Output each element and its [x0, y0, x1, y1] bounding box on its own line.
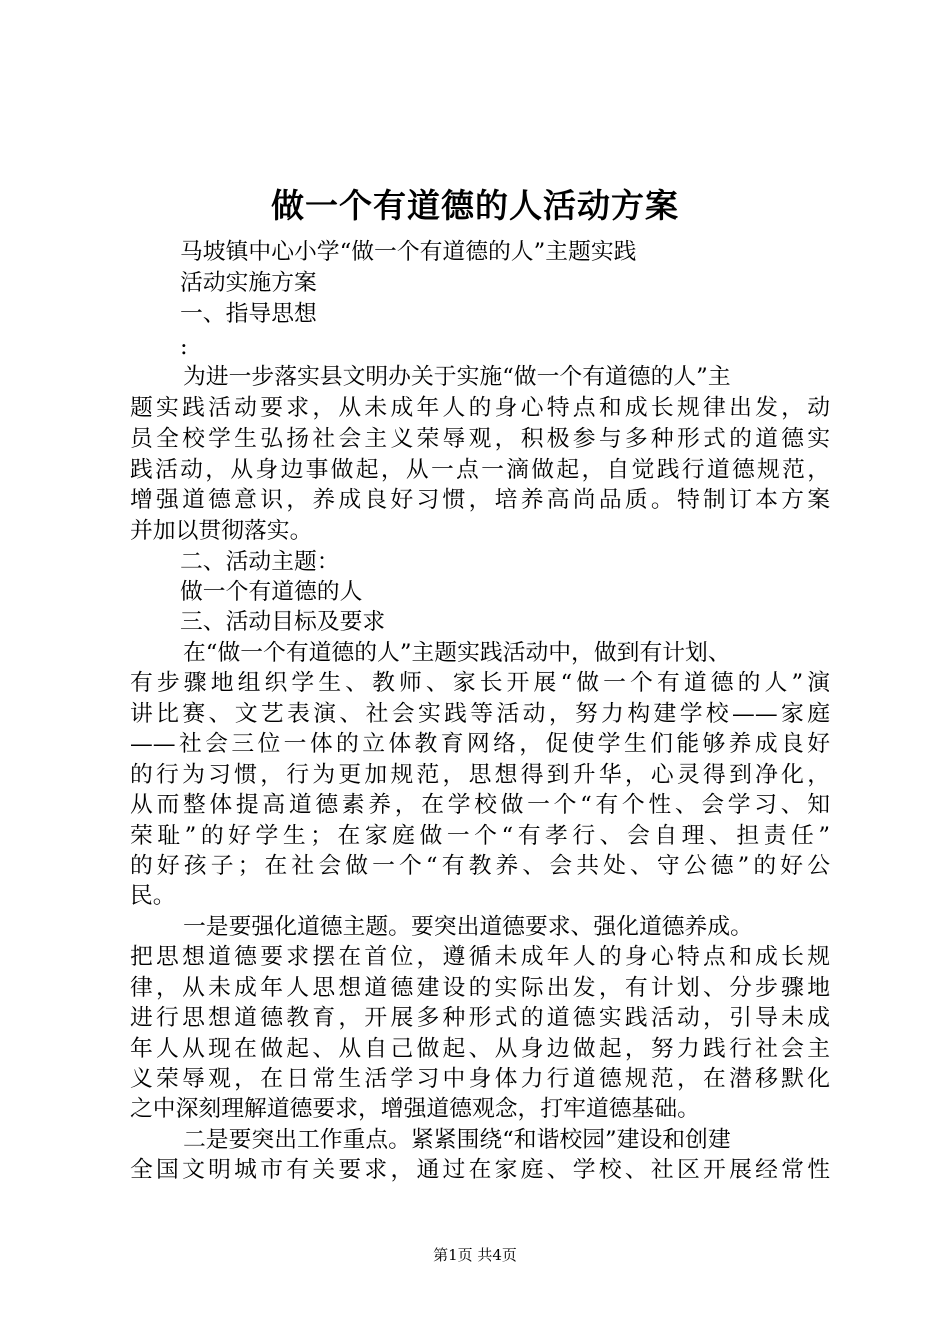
section-heading: 二、活动主题： [180, 549, 340, 575]
page-footer: 第1页 共4页 [433, 1246, 517, 1264]
paragraph-line: 年人从现在做起、从自己做起、从身边做起，努力践行社会主 [130, 1036, 830, 1062]
paragraph-line: 有步骤地组织学生、教师、家长开展“做一个有道德的人”演 [130, 670, 830, 696]
paragraph-line: 进行思想道德教育，开展多种形式的道德实践活动，引导未成 [130, 1005, 830, 1031]
paragraph-line: 把思想道德要求摆在首位，遵循未成年人的身心特点和成长规 [130, 944, 830, 970]
section-colon: : [180, 334, 188, 360]
paragraph-line: 为进一步落实县文明办关于实施“做一个有道德的人”主 [183, 364, 731, 390]
paragraph-line: 荣耻”的好学生；在家庭做一个“有孝行、会自理、担责任” [130, 823, 830, 849]
paragraph-line: 并加以贯彻落实。 [130, 518, 313, 544]
paragraph-line: 民。 [130, 883, 176, 909]
paragraph-line: 之中深刻理解道德要求，增强道德观念，打牢道德基础。 [130, 1096, 700, 1122]
paragraph-line: 从而整体提高道德素养，在学校做一个“有个性、会学习、知 [130, 792, 830, 818]
paragraph-line: 义荣辱观，在日常生活学习中身体力行道德规范，在潜移默化 [130, 1066, 830, 1092]
paragraph-line: ——社会三位一体的立体教育网络，促使学生们能够养成良好 [130, 731, 830, 757]
paragraph-line: 增强道德意识，养成良好习惯，培养高尚品质。特制订本方案 [130, 487, 830, 513]
paragraph-line: 的好孩子；在社会做一个“有教养、会共处、守公德”的好公 [130, 853, 830, 879]
paragraph-line: 践活动，从身边事做起，从一点一滴做起，自觉践行道德规范， [130, 457, 830, 483]
section-heading: 一、指导思想 [180, 301, 317, 327]
paragraph-line: 员全校学生弘扬社会主义荣辱观，积极参与多种形式的道德实 [130, 426, 830, 452]
paragraph-line: 二是要突出工作重点。紧紧围绕“和谐校园”建设和创建 [183, 1127, 731, 1153]
paragraph-line: 律，从未成年人思想道德建设的实际出发，有计划、分步骤地 [130, 975, 830, 1001]
paragraph-line: 在“做一个有道德的人”主题实践活动中，做到有计划、 [183, 640, 731, 666]
paragraph-line: 讲比赛、文艺表演、社会实践等活动，努力构建学校——家庭 [130, 701, 830, 727]
subtitle-line: 活动实施方案 [180, 270, 317, 296]
section-text: 做一个有道德的人 [180, 579, 363, 605]
page-title: 做一个有道德的人活动方案 [271, 186, 679, 225]
paragraph-line: 全国文明城市有关要求，通过在家庭、学校、社区开展经常性 [130, 1157, 830, 1183]
paragraph-line: 的行为习惯，行为更加规范，思想得到升华，心灵得到净化， [130, 762, 830, 788]
section-heading: 三、活动目标及要求 [180, 609, 386, 635]
paragraph-line: 题实践活动要求，从未成年人的身心特点和成长规律出发，动 [130, 395, 830, 421]
subtitle-line: 马坡镇中心小学“做一个有道德的人”主题实践 [180, 239, 637, 265]
paragraph-line: 一是要强化道德主题。要突出道德要求、强化道德养成。 [183, 914, 753, 940]
